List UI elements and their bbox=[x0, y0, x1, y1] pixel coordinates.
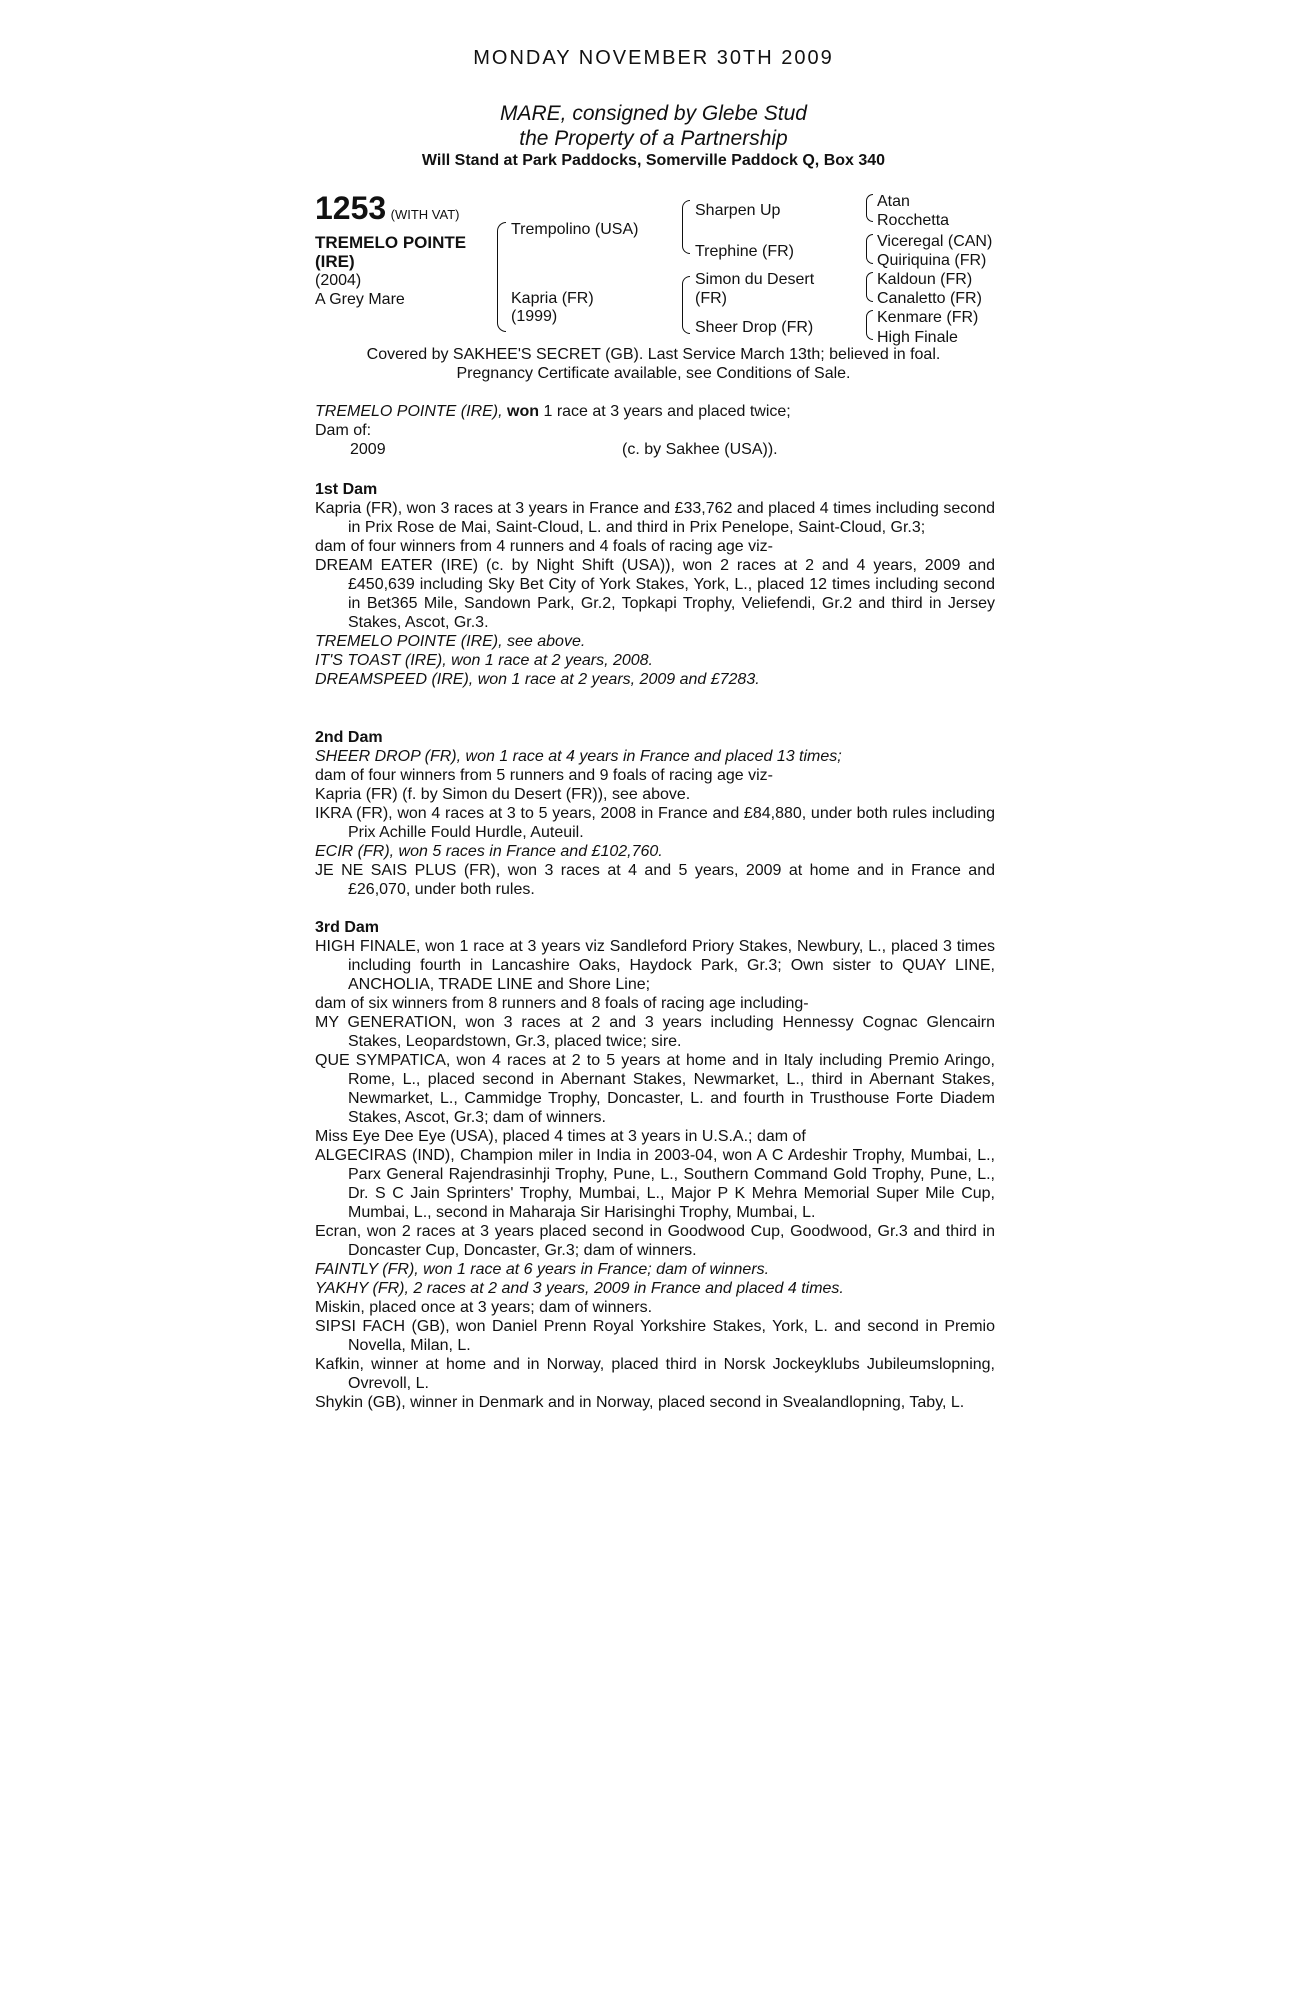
first-dam-line-3: DREAM EATER (IRE) (c. by Night Shift (USA)), won 2 races at 2 and 4 years, 2009 and £450,639 including Sky Bet City of York Stakes, York, L., placed 12 times including second in Bet365 Mile, Sandown Park, Gr.2, Topkapi Trophy, Veliefendi, Gr.2 and third in Jersey Stakes, Ascot, Gr.3. bbox=[315, 557, 995, 631]
certificate-note: Pregnancy Certificate available, see Conditions of Sale. bbox=[456, 365, 851, 382]
third-dam-line-3: MY GENERATION, won 3 races at 2 and 3 years including Hennessy Cognac Glencairn Stakes, Leopardstown, Gr.3, placed twice; sire. bbox=[315, 1014, 995, 1050]
third-dam-line-2: dam of six winners from 8 runners and 8 foals of racing age including- bbox=[315, 995, 809, 1012]
third-dam-line-1: HIGH FINALE, won 1 race at 3 years viz Sandleford Priory Stakes, Newbury, L., placed 3 times including fourth in Lancashire Oaks, Haydock Park, Gr.3; Own sister to QUAY LINE, ANCHOLIA, TRADE LINE and Shore Line; bbox=[315, 938, 995, 993]
produce-row bbox=[315, 440, 995, 459]
third-dam-line-5: Miss Eye Dee Eye (USA), placed 4 times at 3 years in U.S.A.; dam of bbox=[315, 1128, 806, 1145]
pedigree-dam-sire-line1: Simon du Desert bbox=[695, 271, 815, 288]
second-dam-line-2: dam of four winners from 5 runners and 9 foals of racing age viz- bbox=[315, 767, 773, 784]
vat-note: (WITH VAT) bbox=[390, 207, 460, 222]
pedigree-dam-dam: Sheer Drop (FR) bbox=[695, 319, 814, 336]
lot-number: 1253 bbox=[315, 190, 387, 226]
produce-dam-of: Dam of: bbox=[315, 422, 372, 439]
produce-intro-rest: 1 race at 3 years and placed twice; bbox=[543, 403, 791, 420]
pedigree-dsd: Canaletto (FR) bbox=[877, 290, 982, 307]
second-dam-heading: 2nd Dam bbox=[315, 729, 383, 746]
third-dam-heading: 3rd Dam bbox=[315, 919, 380, 936]
property-line: the Property of a Partnership bbox=[519, 127, 788, 150]
horse-description: A Grey Mare bbox=[315, 291, 405, 308]
pedigree-sire: Trempolino (USA) bbox=[511, 221, 639, 238]
pedigree-brace-dd bbox=[866, 310, 873, 340]
second-dam-line-5: ECIR (FR), won 5 races in France and £102,760. bbox=[315, 843, 663, 860]
second-dam-line-4: IKRA (FR), won 4 races at 3 to 5 years, 2008 in France and £84,880, under both rules including Prix Achille Fould Hurdle, Auteuil. bbox=[315, 805, 995, 841]
horse-year: (2004) bbox=[315, 272, 362, 289]
pedigree-dam-year: (1999) bbox=[511, 308, 558, 325]
first-dam-line-5: IT'S TOAST (IRE), won 1 race at 2 years, 2008. bbox=[315, 652, 653, 669]
consignor-line: MARE, consigned by Glebe Stud bbox=[499, 102, 807, 125]
first-dam-line-4: TREMELO POINTE (IRE), see above. bbox=[315, 633, 586, 650]
produce-intro bbox=[315, 402, 995, 421]
lot-header bbox=[315, 190, 459, 227]
pedigree-sire-dam: Trephine (FR) bbox=[695, 243, 794, 260]
third-dam-line-4: QUE SYMPATICA, won 4 races at 2 to 5 years at home and in Italy including Premio Aringo, Rome, L., placed second in Abernant Stakes, Newmarket, L., third in Abernant Stakes, Newmarket, L., Cammidge Trophy, Doncaster, L. and fourth in Trusthouse Forte Diadem Stakes, Ascot, Gr.3; dam of winners. bbox=[315, 1052, 995, 1126]
second-dam-line-3: Kapria (FR) (f. by Simon du Desert (FR)), see above. bbox=[315, 786, 691, 803]
pedigree-brace-sd bbox=[866, 234, 873, 264]
pedigree-ssd: Rocchetta bbox=[877, 212, 950, 229]
produce-foal: (c. by Sakhee (USA)). bbox=[622, 441, 778, 458]
pedigree-brace-main bbox=[497, 222, 506, 332]
covering-note: Covered by SAKHEE'S SECRET (GB). Last Service March 13th; believed in foal. bbox=[366, 346, 941, 363]
pedigree-sdd: Quiriquina (FR) bbox=[877, 252, 987, 269]
third-dam-line-7: Ecran, won 2 races at 3 years placed second in Goodwood Cup, Goodwood, Gr.3 and third in Doncaster Cup, Doncaster, Gr.3; dam of winners. bbox=[315, 1223, 995, 1259]
stand-location: Will Stand at Park Paddocks, Somerville Paddock Q, Box 340 bbox=[421, 152, 886, 169]
horse-name: TREMELO POINTE bbox=[315, 233, 467, 252]
pedigree-sire-sire: Sharpen Up bbox=[695, 202, 781, 219]
pedigree-brace-ds bbox=[866, 272, 873, 302]
third-dam-section bbox=[315, 918, 995, 1412]
first-dam-line-6: DREAMSPEED (IRE), won 1 race at 2 years, 2009 and £7283. bbox=[315, 671, 760, 688]
horse-country: (IRE) bbox=[315, 252, 355, 271]
pedigree-ddd: High Finale bbox=[877, 329, 958, 346]
first-dam-section bbox=[315, 480, 995, 689]
pedigree-dam-sire-line2: (FR) bbox=[695, 290, 727, 307]
sale-date: MONDAY NOVEMBER 30TH 2009 bbox=[473, 47, 834, 69]
first-dam-line-1: Kapria (FR), won 3 races at 3 years in France and £33,762 and placed 4 times including second in Prix Rose de Mai, Saint-Cloud, L. and third in Prix Penelope, Saint-Cloud, Gr.3; bbox=[315, 500, 995, 536]
second-dam-section bbox=[315, 728, 995, 899]
third-dam-line-13: Shykin (GB), winner in Denmark and in Norway, placed second in Svealandlopning, Taby, L. bbox=[315, 1394, 965, 1411]
third-dam-line-11: SIPSI FACH (GB), won Daniel Prenn Royal Yorkshire Stakes, York, L. and second in Premio Novella, Milan, L. bbox=[315, 1318, 995, 1354]
produce-section bbox=[315, 402, 995, 459]
second-dam-line-6: JE NE SAIS PLUS (FR), won 3 races at 4 and 5 years, 2009 at home and in France and £26,070, under both rules. bbox=[315, 862, 995, 898]
pedigree-dds: Kenmare (FR) bbox=[877, 309, 979, 326]
pedigree-brace-ss bbox=[866, 194, 873, 222]
third-dam-line-12: Kafkin, winner at home and in Norway, placed third in Norsk Jockeyklubs Jubileumslopning, Ovrevoll, L. bbox=[315, 1356, 995, 1392]
pedigree-dss: Kaldoun (FR) bbox=[877, 271, 973, 288]
pedigree-dam: Kapria (FR) bbox=[511, 290, 594, 307]
produce-intro-won: won bbox=[507, 403, 540, 420]
pedigree-sss: Atan bbox=[877, 193, 910, 210]
pedigree-brace-sire bbox=[682, 200, 690, 254]
third-dam-line-6: ALGECIRAS (IND), Champion miler in India in 2003-04, won A C Ardeshir Trophy, Mumbai, L., Parx General Rajendrasinhji Trophy, Pune, L., Southern Command Gold Trophy, Pune, L., Dr. S C Jain Sprinters' Trophy, Mumbai, L., Major P K Mehra Memorial Super Mile Cup, Mumbai, L., second in Maharaja Sir Harisinghi Trophy, Mumbai, L. bbox=[315, 1147, 995, 1221]
third-dam-line-8: FAINTLY (FR), won 1 race at 6 years in France; dam of winners. bbox=[315, 1261, 770, 1278]
first-dam-heading: 1st Dam bbox=[315, 481, 378, 498]
third-dam-line-10: Miskin, placed once at 3 years; dam of winners. bbox=[315, 1299, 653, 1316]
first-dam-line-2: dam of four winners from 4 runners and 4 foals of racing age viz- bbox=[315, 538, 773, 555]
second-dam-line-1: SHEER DROP (FR), won 1 race at 4 years in France and placed 13 times; bbox=[315, 748, 842, 765]
third-dam-line-9: YAKHY (FR), 2 races at 2 and 3 years, 2009 in France and placed 4 times. bbox=[315, 1280, 844, 1297]
produce-year: 2009 bbox=[350, 441, 386, 458]
pedigree-brace-dam bbox=[682, 276, 690, 334]
consignor-block bbox=[0, 101, 1307, 151]
pedigree-sds: Viceregal (CAN) bbox=[877, 233, 993, 250]
produce-intro-name: TREMELO POINTE (IRE), bbox=[315, 403, 503, 420]
